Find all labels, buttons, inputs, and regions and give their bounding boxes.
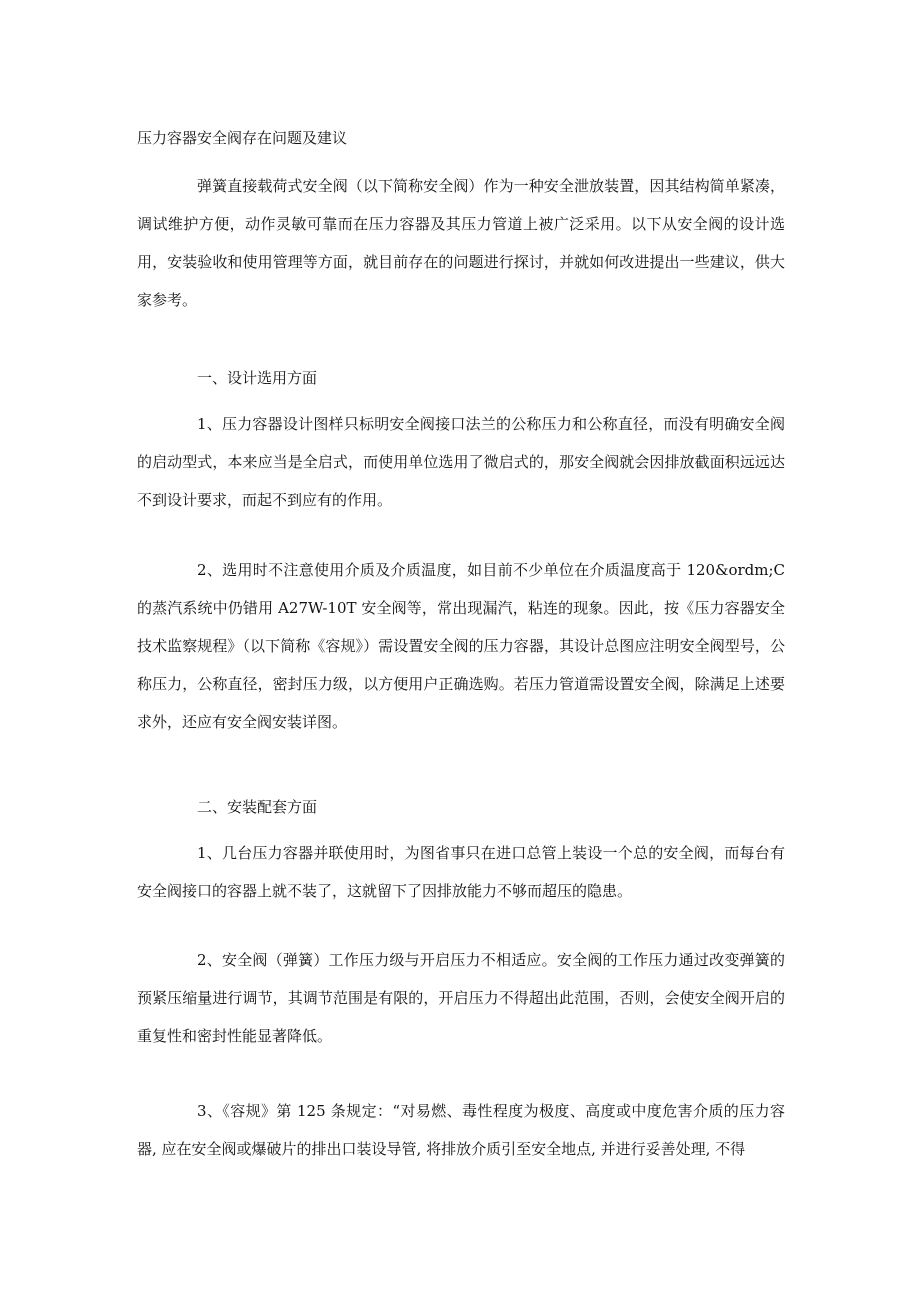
document-title: 压力容器安全阀存在问题及建议 bbox=[137, 129, 348, 147]
section2-item1-paragraph: 1、几台压力容器并联使用时，为图省事只在进口总管上装设一个总的安全阀，而每台有安全阀接口的容器上就不装了，这就留下了因排放能力不够而超压的隐患。 bbox=[137, 844, 785, 900]
intro-paragraph: 弹簧直接载荷式安全阀（以下简称安全阀）作为一种安全泄放装置，因其结构简单紧凑，调试维护方便，动作灵敏可靠而在压力容器及其压力管道上被广泛采用。以下从安全阀的设计选用，安装验收和使用管理等方面，就目前存在的问题进行探讨，并就如何改进提出一些建议，供大家参考。 bbox=[137, 177, 785, 309]
section1-item1-paragraph: 1、压力容器设计图样只标明安全阀接口法兰的公称压力和公称直径，而没有明确安全阀的启动型式，本来应当是全启式，而使用单位选用了微启式的，那安全阀就会因排放截面积远远达不到设计要求，而起不到应有的作用。 bbox=[137, 415, 785, 509]
section2-item3-paragraph: 3、《容规》第 125 条规定：“对易燃、毒性程度为极度、高度或中度危害介质的压力容器, 应在安全阀或爆破片的排出口装设导管, 将排放介质引至安全地点, 并进行妥善处理, 不得 bbox=[137, 1102, 785, 1158]
section-heading-design: 一、设计选用方面 bbox=[197, 369, 318, 387]
section1-item2-paragraph: 2、选用时不注意使用介质及介质温度，如目前不少单位在介质温度高于 120&ordm;C 的蒸汽系统中仍错用 A27W-10T 安全阀等，常出现漏汽，粘连的现象。因此，按《压力容器安全技术监察规程》（以下简称《容规》）需设置安全阀的压力容器，其设计总图应注明安全阀型号，公称压力，公称直径，密封压力级，以方便用户正确选购。若压力管道需设置安全阀，除满足上述要求外，还应有安全阀安装详图。 bbox=[137, 561, 785, 731]
section2-item2-paragraph: 2、安全阀（弹簧）工作压力级与开启压力不相适应。安全阀的工作压力通过改变弹簧的预紧压缩量进行调节，其调节范围是有限的，开启压力不得超出此范围，否则，会使安全阀开启的重复性和密封性能显著降低。 bbox=[137, 951, 785, 1045]
section-heading-installation: 二、安装配套方面 bbox=[197, 798, 318, 816]
